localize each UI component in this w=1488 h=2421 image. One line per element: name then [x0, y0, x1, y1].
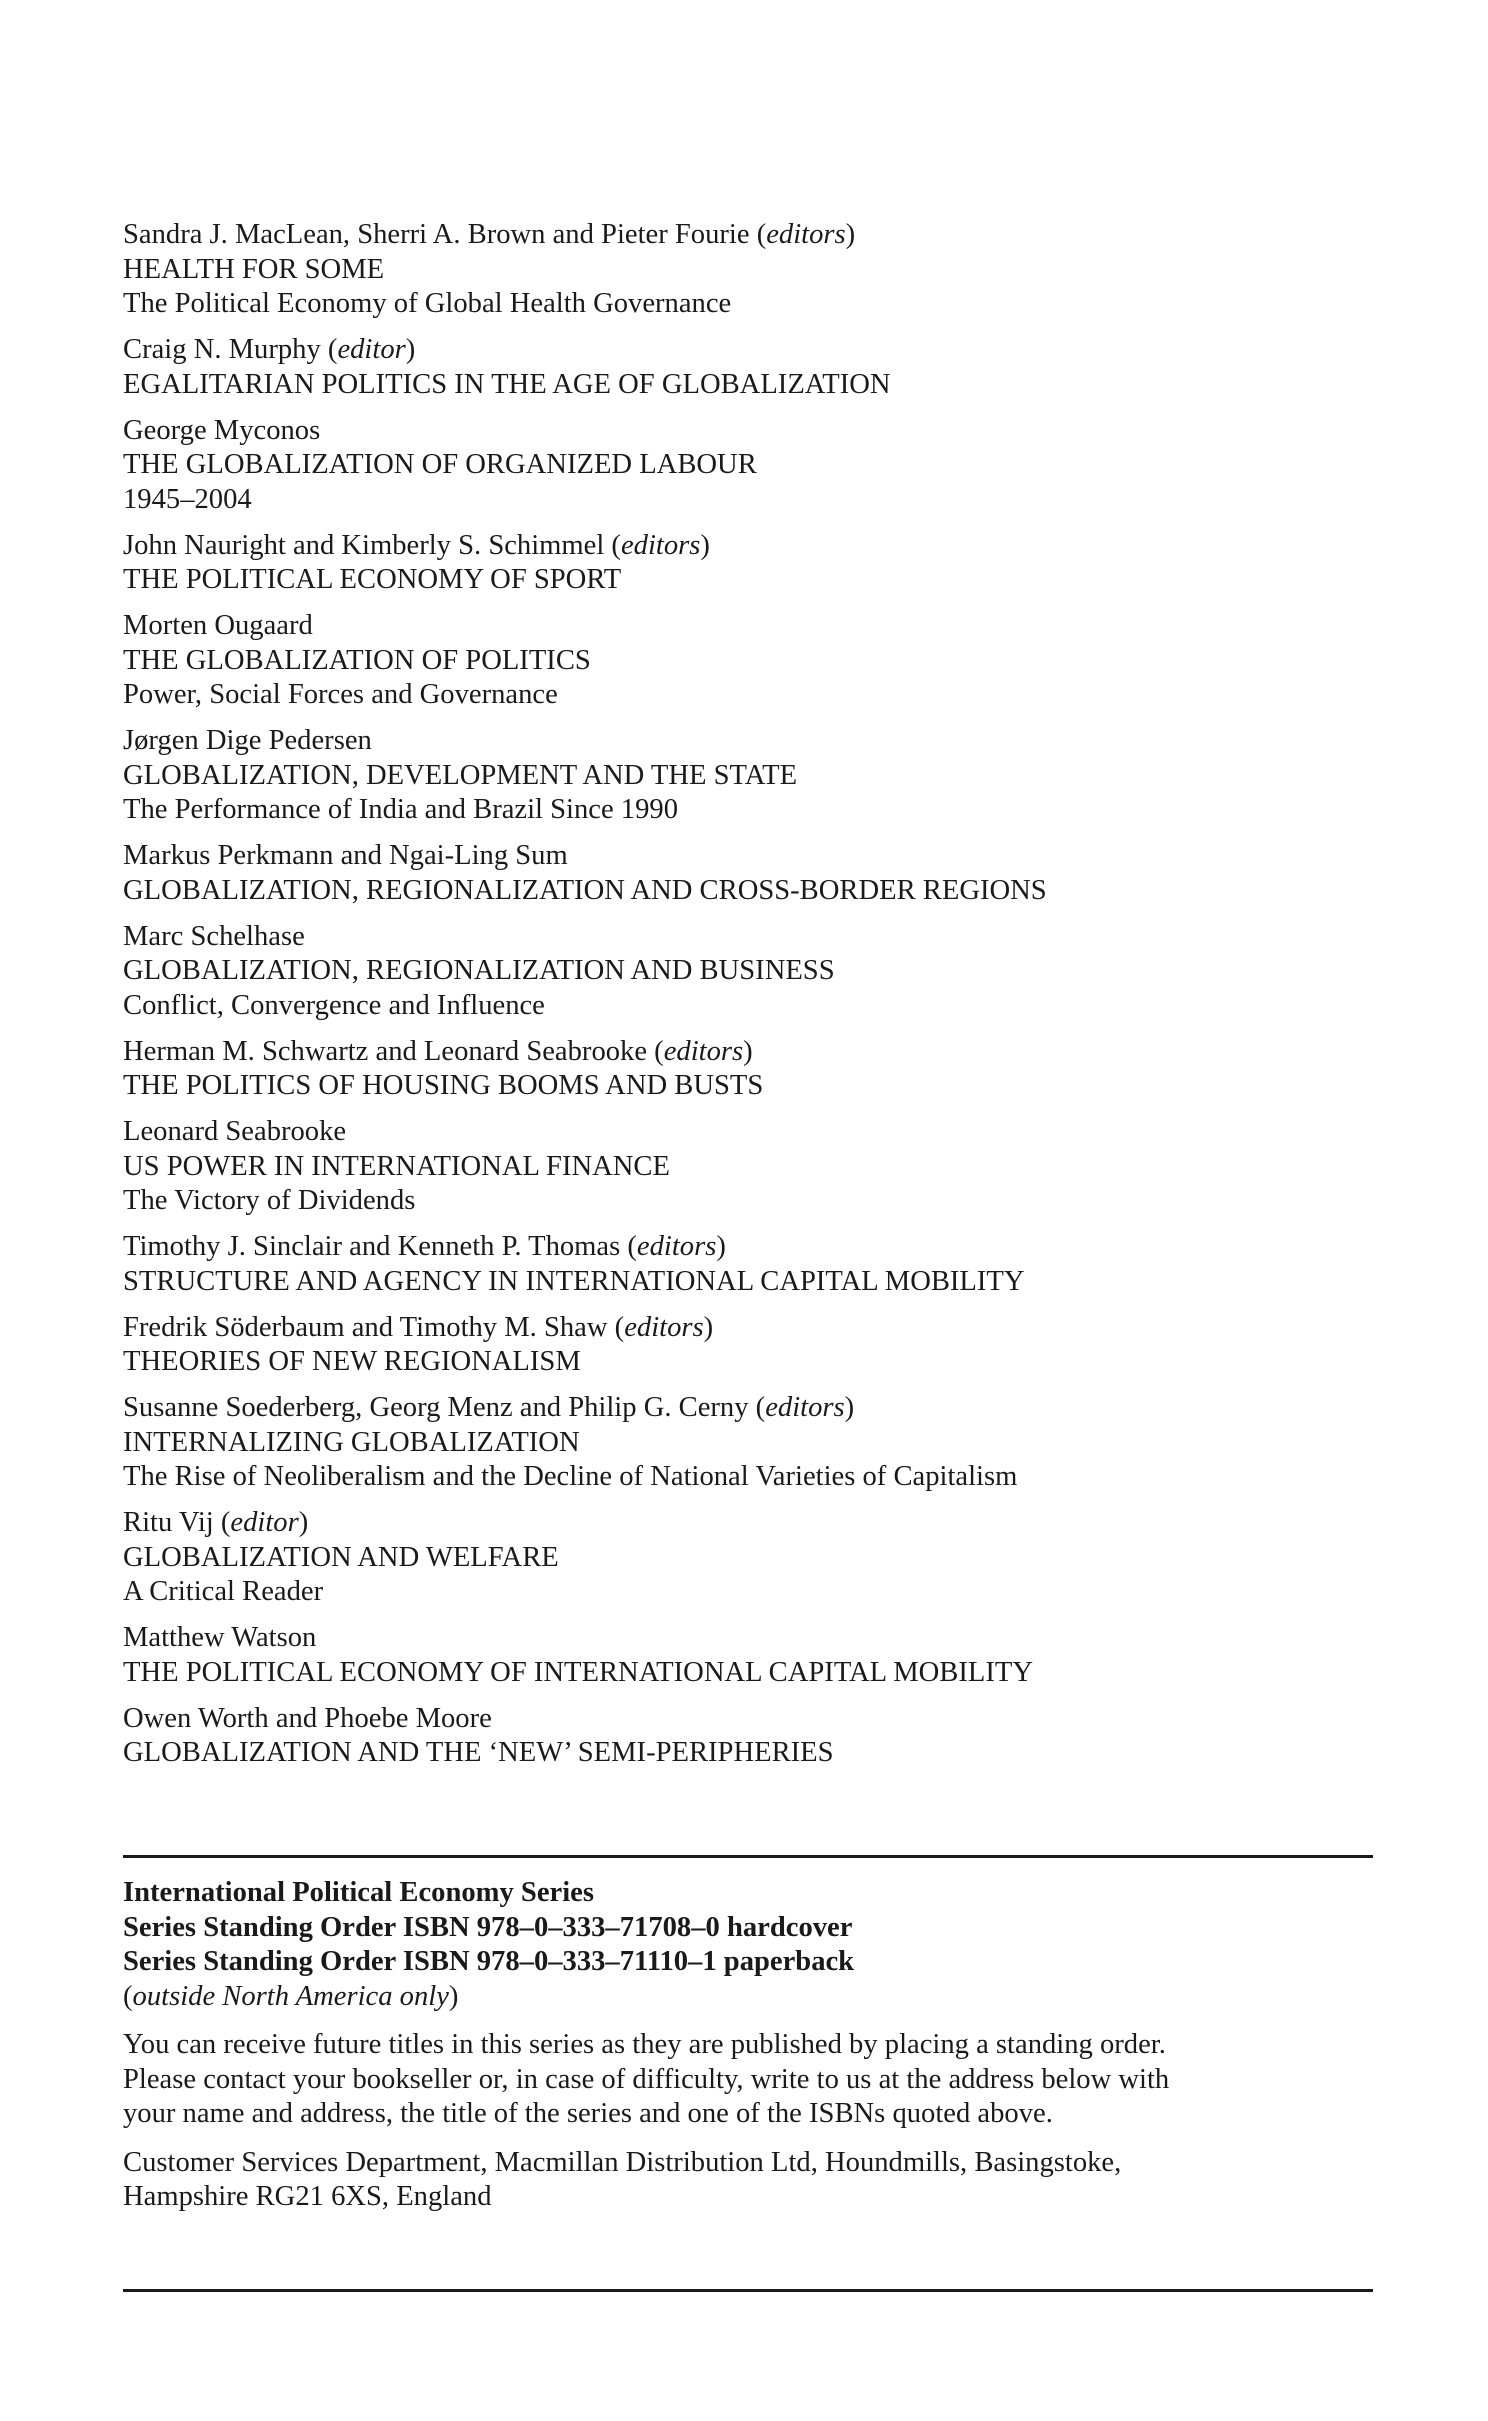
book-editor-role: editors — [765, 1392, 845, 1423]
book-entry — [123, 1702, 1373, 1771]
book-title: THE POLITICS OF HOUSING BOOMS AND BUSTS — [123, 1070, 764, 1101]
book-title: THE POLITICAL ECONOMY OF SPORT — [123, 564, 622, 595]
book-author: Jørgen Dige Pedersen — [123, 725, 372, 756]
book-entry — [123, 1506, 1373, 1610]
book-editor-role: editor — [230, 1507, 299, 1538]
book-entry — [123, 724, 1373, 828]
book-editor-role: editors — [620, 529, 701, 561]
series-name: International Political Economy Series — [123, 1877, 594, 1908]
book-author: Matthew Watson — [123, 1622, 317, 1653]
book-subtitle: The Victory of Dividends — [123, 1185, 416, 1216]
address-line: Customer Services Department, Macmillan Distribution Ltd, Houndmills, Basingstoke, — [123, 2146, 1122, 2178]
book-subtitle: Conflict, Convergence and Influence — [123, 989, 545, 1021]
book-entry — [123, 1391, 1373, 1495]
book-subtitle: The Political Economy of Global Health Governance — [123, 288, 732, 319]
book-title: THE GLOBALIZATION OF POLITICS — [123, 644, 591, 676]
address-line: Hampshire RG21 6XS, England — [123, 2181, 492, 2212]
book-editor-role: editors — [663, 1035, 744, 1067]
book-entry — [123, 1115, 1373, 1219]
book-subtitle: Power, Social Forces and Governance — [123, 679, 558, 710]
book-title: US POWER IN INTERNATIONAL FINANCE — [123, 1150, 670, 1182]
standing-order-info — [123, 2028, 1373, 2132]
book-entry — [123, 1035, 1373, 1104]
customer-services-address — [123, 2146, 1373, 2215]
book-author: John Nauright and Kimberly S. Schimmel (editors) — [123, 529, 710, 561]
info-line: your name and address, the title of the series and one of the ISBNs quoted above. — [123, 2098, 1053, 2129]
book-subtitle: The Rise of Neoliberalism and the Decline of National Varieties of Capitalism — [123, 1461, 1018, 1492]
book-author: Owen Worth and Phoebe Moore — [123, 1702, 492, 1734]
book-title: THEORIES OF NEW REGIONALISM — [123, 1346, 581, 1377]
book-subtitle: A Critical Reader — [123, 1576, 324, 1607]
book-author: Herman M. Schwartz and Leonard Seabrooke (editors) — [123, 1035, 753, 1067]
top-divider — [123, 1855, 1373, 1858]
book-entry — [123, 1230, 1373, 1299]
book-author: Fredrik Söderbaum and Timothy M. Shaw (editors) — [123, 1311, 714, 1343]
book-author: George Myconos — [123, 414, 321, 446]
book-title: STRUCTURE AND AGENCY IN INTERNATIONAL CAPITAL MOBILITY — [123, 1265, 1025, 1297]
book-list — [123, 218, 1373, 1782]
book-editor-role: editors — [636, 1231, 717, 1262]
book-title: INTERNALIZING GLOBALIZATION — [123, 1426, 580, 1458]
standing-order-paperback: Series Standing Order ISBN 978–0–333–71110–1 paperback — [123, 1946, 855, 1977]
book-entry — [123, 1621, 1373, 1690]
book-title: GLOBALIZATION, REGIONALIZATION AND BUSINESS — [123, 955, 835, 986]
book-entry — [123, 218, 1373, 322]
book-author: Timothy J. Sinclair and Kenneth P. Thomas (editors) — [123, 1231, 726, 1262]
book-entry — [123, 920, 1373, 1024]
book-author: Ritu Vij (editor) — [123, 1507, 309, 1538]
book-entry — [123, 529, 1373, 598]
book-title: THE GLOBALIZATION OF ORGANIZED LABOUR — [123, 449, 757, 480]
book-title: HEALTH FOR SOME — [123, 253, 385, 285]
book-author: Morten Ougaard — [123, 610, 313, 641]
book-editor-role: editors — [766, 219, 846, 250]
book-entry — [123, 414, 1373, 518]
book-title: GLOBALIZATION AND THE ‘NEW’ SEMI-PERIPHERIES — [123, 1737, 834, 1768]
book-entry — [123, 609, 1373, 713]
bottom-divider — [123, 2289, 1373, 2292]
book-title: THE POLITICAL ECONOMY OF INTERNATIONAL CAPITAL MOBILITY — [123, 1656, 1033, 1688]
book-author: Susanne Soederberg, Georg Menz and Philip G. Cerny (editors) — [123, 1392, 855, 1423]
info-line: You can receive future titles in this series as they are published by placing a standing order. — [123, 2029, 1166, 2060]
region-note: (outside North America only) — [123, 1980, 459, 2012]
book-editor-role: editors — [624, 1311, 704, 1343]
book-author: Leonard Seabrooke — [123, 1116, 347, 1147]
book-entry — [123, 1311, 1373, 1380]
book-author: Marc Schelhase — [123, 920, 305, 952]
book-author: Sandra J. MacLean, Sherri A. Brown and Pieter Fourie (editors) — [123, 219, 856, 250]
entries-list — [123, 218, 1373, 1771]
book-entry — [123, 839, 1373, 908]
book-title: GLOBALIZATION, DEVELOPMENT AND THE STATE — [123, 759, 798, 791]
book-entry — [123, 333, 1373, 402]
standing-order-hardcover: Series Standing Order ISBN 978–0–333–71708–0 hardcover — [123, 1911, 853, 1943]
book-editor-role: editor — [337, 334, 406, 365]
region-note-text: outside North America only — [132, 1980, 449, 2012]
book-subtitle: 1945–2004 — [123, 483, 252, 515]
book-title: GLOBALIZATION AND WELFARE — [123, 1541, 559, 1573]
series-standing-order-box — [123, 1876, 1373, 2215]
book-title: GLOBALIZATION, REGIONALIZATION AND CROSS-BORDER REGIONS — [123, 874, 1047, 906]
info-line: Please contact your bookseller or, in case of difficulty, write to us at the address below with — [123, 2063, 1170, 2095]
book-author: Markus Perkmann and Ngai-Ling Sum — [123, 840, 568, 871]
book-author: Craig N. Murphy (editor) — [123, 334, 416, 365]
book-title: EGALITARIAN POLITICS IN THE AGE OF GLOBALIZATION — [123, 368, 891, 400]
book-subtitle: The Performance of India and Brazil Since 1990 — [123, 794, 678, 825]
